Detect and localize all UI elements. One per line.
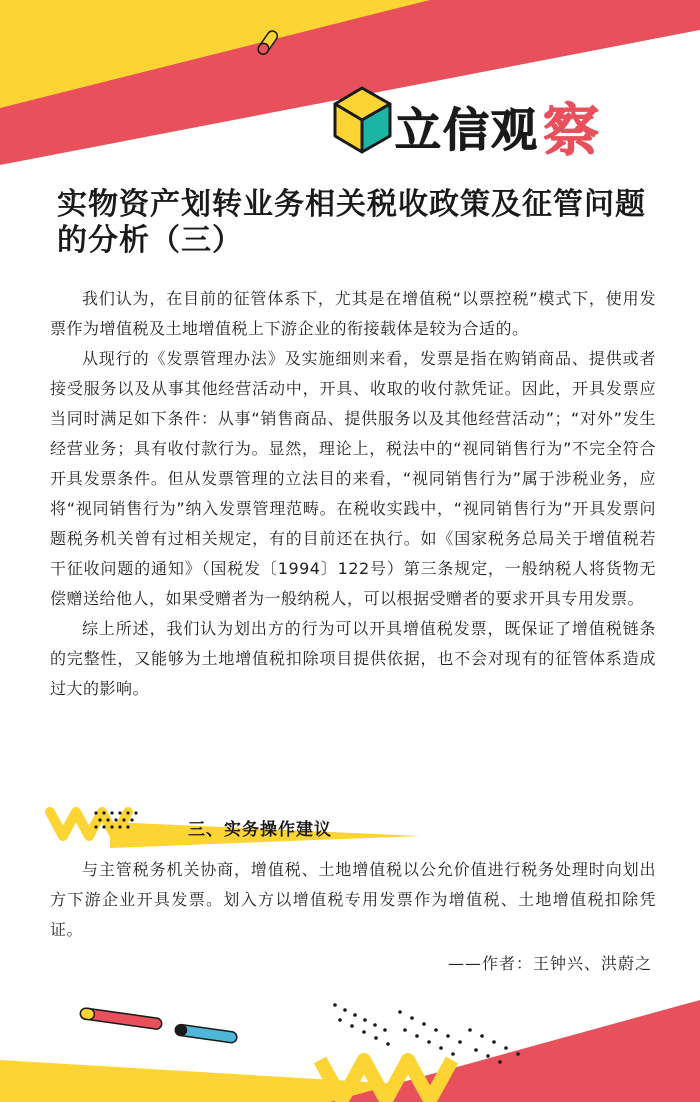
author-credit: ——作者：王钟兴、洪蔚之 (447, 954, 652, 973)
paragraph: 与主管税务机关协商，增值税、土地增值税以公允价值进行税务处理时向划出方下游企业开具发票。划入方以增值税专用发票作为增值税、土地增值税扣除凭证。 (50, 860, 656, 939)
brand-name: 立信观 (395, 103, 539, 157)
cube-icon (335, 88, 390, 152)
capsule-decoration-pink (80, 1007, 163, 1029)
section-body (50, 855, 656, 945)
article-body (50, 284, 656, 704)
paragraph: 我们认为，在目前的征管体系下，尤其是在增值税“以票控税”模式下，使用发票作为增值税及土地增值税上下游企业的衔接载体是较为合适的。 (50, 289, 656, 338)
paragraph: 从现行的《发票管理办法》及实施细则来看，发票是指在购销商品、提供或者接受服务以及从事其他经营活动中，开具、收取的收付款凭证。因此，开具发票应当同时满足如下条件：从事“销售商品、提供服务以及其他经营活动”；“对外”发生经营业务；具有收付款行为。显然，理论上，税法中的“视同销售行为”不完全符合开具发票条件。但从发票管理的立法目的来看，“视同销售行为”属于涉税业务，应将“视同销售行为”纳入发票管理范畴。在税收实践中，“视同销售行为”开具发票问题税务机关曾有过相关规定，有的目前还在执行。如《国家税务总局关于增值税若干征收问题的通知》（国税发〔1994〕122号）第三条规定，一般纳税人将货物无偿赠送给他人，如果受赠者为一般纳税人，可以根据受赠者的要求开具专用发票。 (50, 349, 656, 608)
section-title: 三、实务操作建议 (188, 820, 332, 840)
section-header (48, 810, 428, 846)
article-title: 实物资产划转业务相关税收政策及征管问题的分析（三） (57, 187, 646, 258)
brand-logo (395, 92, 599, 162)
paragraph: 综上所述，我们认为划出方的行为可以开具增值税发票，既保证了增值税链条的完整性，又能够为土地增值税扣除项目提供依据，也不会对现有的征管体系造成过大的影响。 (50, 619, 656, 698)
brand-accent-char: 察 (543, 99, 599, 164)
capsule-decoration-blue (175, 1024, 238, 1044)
